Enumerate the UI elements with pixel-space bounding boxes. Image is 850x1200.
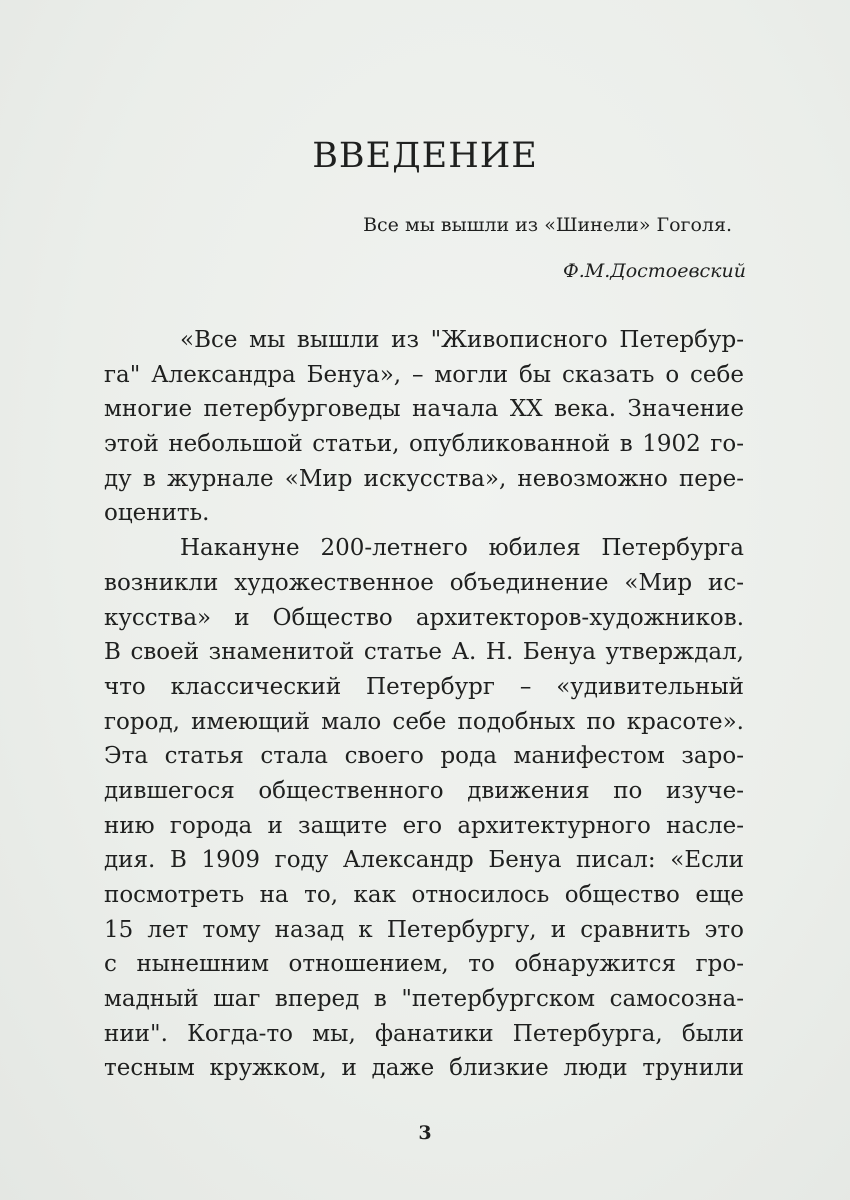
text-line: оценить.	[104, 500, 210, 527]
text-line: нию города и защите его архитектурного насле-	[104, 812, 744, 839]
page-number: 3	[418, 1122, 432, 1144]
text-line: дившегося общественного движения по изуче-	[104, 777, 744, 804]
epigraph-author: Ф.М.Достоевский	[562, 260, 746, 282]
text-line: дия. В 1909 году Александр Бенуа писал: «Если	[104, 847, 744, 874]
text-line: что классический Петербург – «удивительный	[104, 673, 744, 700]
text-line: «Все мы вышли из "Живописного Петербур-	[180, 327, 744, 353]
text-line: нии". Когда-то мы, фанатики Петербурга, были	[104, 1020, 744, 1047]
text-line: В своей знаменитой статье А. Н. Бенуа утверждал,	[104, 639, 744, 666]
text-line: кусства» и Общество архитекторов-художников.	[104, 604, 744, 631]
epigraph-text: Все мы вышли из «Шинели» Гоголя.	[363, 214, 732, 236]
text-line: город, имеющий мало себе подобных по красоте».	[104, 708, 744, 735]
text-line: Эта статья стала своего рода манифестом заро-	[104, 743, 744, 770]
chapter-title: ВВЕДЕНИЕ	[312, 136, 538, 176]
text-line: многие петербурговеды начала XX века. Значение	[104, 396, 744, 423]
text-line: ду в журнале «Мир искусства», невозможно пере-	[104, 465, 744, 492]
text-line: посмотреть на то, как относилось общество еще	[104, 882, 744, 908]
text-line: 15 лет тому назад к Петербургу, и сравнить это	[104, 916, 744, 943]
text-line: этой небольшой статьи, опубликованной в 1902 го-	[104, 431, 744, 458]
text-line: с нынешним отношением, то обнаружится гро-	[104, 951, 744, 978]
text-line: возникли художественное объединение «Мир ис-	[104, 569, 744, 596]
text-line: га" Александра Бенуа», – могли бы сказать о себе	[104, 361, 744, 388]
text-line: Накануне 200-летнего юбилея Петербурга	[180, 535, 744, 562]
body-text	[104, 323, 744, 1086]
text-line: тесным кружком, и даже близкие люди трунили	[104, 1055, 744, 1082]
text-line: мадный шаг вперед в "петербургском самосозна-	[104, 986, 744, 1013]
